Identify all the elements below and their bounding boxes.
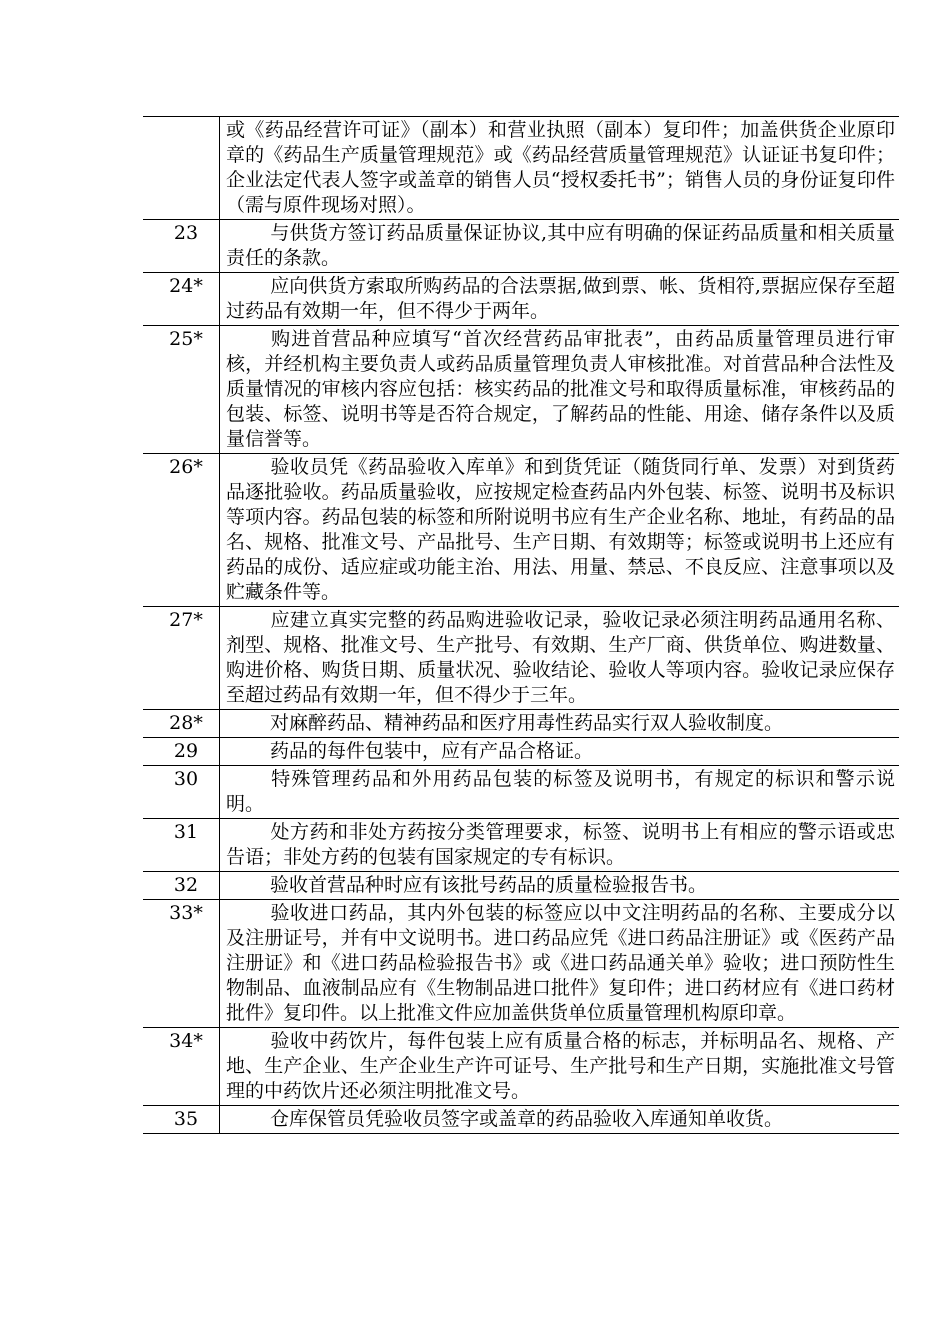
item-number: 34*	[143, 1028, 220, 1106]
item-requirement-text: 验收中药饮片，每件包装上应有质量合格的标志，并标明品名、规格、产地、生产企业、生产企业生产许可证号、生产批号和生产日期，实施批准文号管理的中药饮片还必须注明批准文号。	[226, 1030, 895, 1102]
item-requirement	[220, 766, 900, 819]
inspection-items-table	[143, 116, 899, 1134]
item-requirement-text: 验收员凭《药品验收入库单》和到货凭证（随货同行单、发票）对到货药品逐批验收。药品质量验收，应按规定检查药品内外包装、标签、说明书及标识等项内容。药品包装的标签和所附说明书应有生产企业名称、地址，有药品的品名、规格、批准文号、产品批号、生产日期、有效期等；标签或说明书上还应有药品的成份、适应症或功能主治、用法、用量、禁忌、不良反应、注意事项以及贮藏条件等。	[226, 456, 895, 603]
item-number: 29	[143, 738, 220, 766]
item-requirement-text: 对麻醉药品、精神药品和医疗用毒性药品实行双人验收制度。	[270, 712, 784, 734]
item-number	[143, 117, 220, 220]
item-requirement	[220, 1028, 900, 1106]
item-number: 33*	[143, 900, 220, 1028]
item-requirement-text: 处方药和非处方药按分类管理要求，标签、说明书上有相应的警示语或忠告语；非处方药的包装有国家规定的专有标识。	[226, 821, 895, 868]
table-row	[143, 454, 899, 607]
item-number: 30	[143, 766, 220, 819]
table-row	[143, 738, 899, 766]
table-row	[143, 1028, 899, 1106]
item-requirement	[220, 220, 900, 273]
item-requirement-text: 验收首营品种时应有该批号药品的质量检验报告书。	[270, 874, 708, 896]
table-row	[143, 273, 899, 326]
item-requirement-text: 药品的每件包装中，应有产品合格证。	[270, 740, 594, 762]
item-requirement	[220, 738, 900, 766]
item-number: 35	[143, 1106, 220, 1134]
item-number: 23	[143, 220, 220, 273]
item-number: 24*	[143, 273, 220, 326]
table-row	[143, 766, 899, 819]
item-requirement-text: 或《药品经营许可证》（副本）和营业执照（副本）复印件；加盖供货企业原印章的《药品生产质量管理规范》或《药品经营质量管理规范》认证证书复印件；企业法定代表人签字或盖章的销售人员“授权委托书”；销售人员的身份证复印件（需与原件现场对照）。	[226, 119, 895, 216]
item-number: 32	[143, 872, 220, 900]
item-requirement-text: 特殊管理药品和外用药品包装的标签及说明书，有规定的标识和警示说明。	[226, 768, 895, 815]
item-number: 27*	[143, 607, 220, 710]
item-number: 26*	[143, 454, 220, 607]
item-requirement	[220, 1106, 900, 1134]
table-body	[143, 117, 899, 1134]
item-requirement	[220, 819, 900, 872]
item-requirement	[220, 710, 900, 738]
item-requirement	[220, 454, 900, 607]
item-requirement	[220, 273, 900, 326]
table-row	[143, 710, 899, 738]
item-requirement-text: 应向供货方索取所购药品的合法票据,做到票、帐、货相符,票据应保存至超过药品有效期一年，但不得少于两年。	[226, 275, 895, 322]
table-row	[143, 819, 899, 872]
item-requirement-text: 仓库保管员凭验收员签字或盖章的药品验收入库通知单收货。	[270, 1108, 784, 1130]
item-number: 28*	[143, 710, 220, 738]
item-requirement-text: 购进首营品种应填写“首次经营药品审批表”，由药品质量管理员进行审核，并经机构主要负责人或药品质量管理负责人审核批准。对首营品种合法性及质量情况的审核内容应包括：核实药品的批准文号和取得质量标准，审核药品的包装、标签、说明书等是否符合规定，了解药品的性能、用途、储存条件以及质量信誉等。	[226, 328, 895, 450]
item-requirement	[220, 872, 900, 900]
table-row	[143, 1106, 899, 1134]
table-row	[143, 607, 899, 710]
item-requirement-text: 验收进口药品，其内外包装的标签应以中文注明药品的名称、主要成分以及注册证号，并有中文说明书。进口药品应凭《进口药品注册证》或《医药产品注册证》和《进口药品检验报告书》或《进口药品通关单》验收；进口预防性生物制品、血液制品应有《生物制品进口批件》复印件；进口药材应有《进口药材批件》复印件。以上批准文件应加盖供货单位质量管理机构原印章。	[226, 902, 895, 1024]
item-requirement-text: 与供货方签订药品质量保证协议,其中应有明确的保证药品质量和相关质量责任的条款。	[226, 222, 895, 269]
item-number: 25*	[143, 326, 220, 454]
item-requirement	[220, 607, 900, 710]
item-requirement	[220, 900, 900, 1028]
table-row	[143, 220, 899, 273]
item-requirement	[220, 326, 900, 454]
table-row	[143, 117, 899, 220]
item-requirement-text: 应建立真实完整的药品购进验收记录，验收记录必须注明药品通用名称、剂型、规格、批准文号、生产批号、有效期、生产厂商、供货单位、购进数量、购进价格、购货日期、质量状况、验收结论、验收人等项内容。验收记录应保存至超过药品有效期一年，但不得少于三年。	[226, 609, 895, 706]
item-number: 31	[143, 819, 220, 872]
item-requirement	[220, 117, 900, 220]
table-row	[143, 326, 899, 454]
table-row	[143, 900, 899, 1028]
table-row	[143, 872, 899, 900]
